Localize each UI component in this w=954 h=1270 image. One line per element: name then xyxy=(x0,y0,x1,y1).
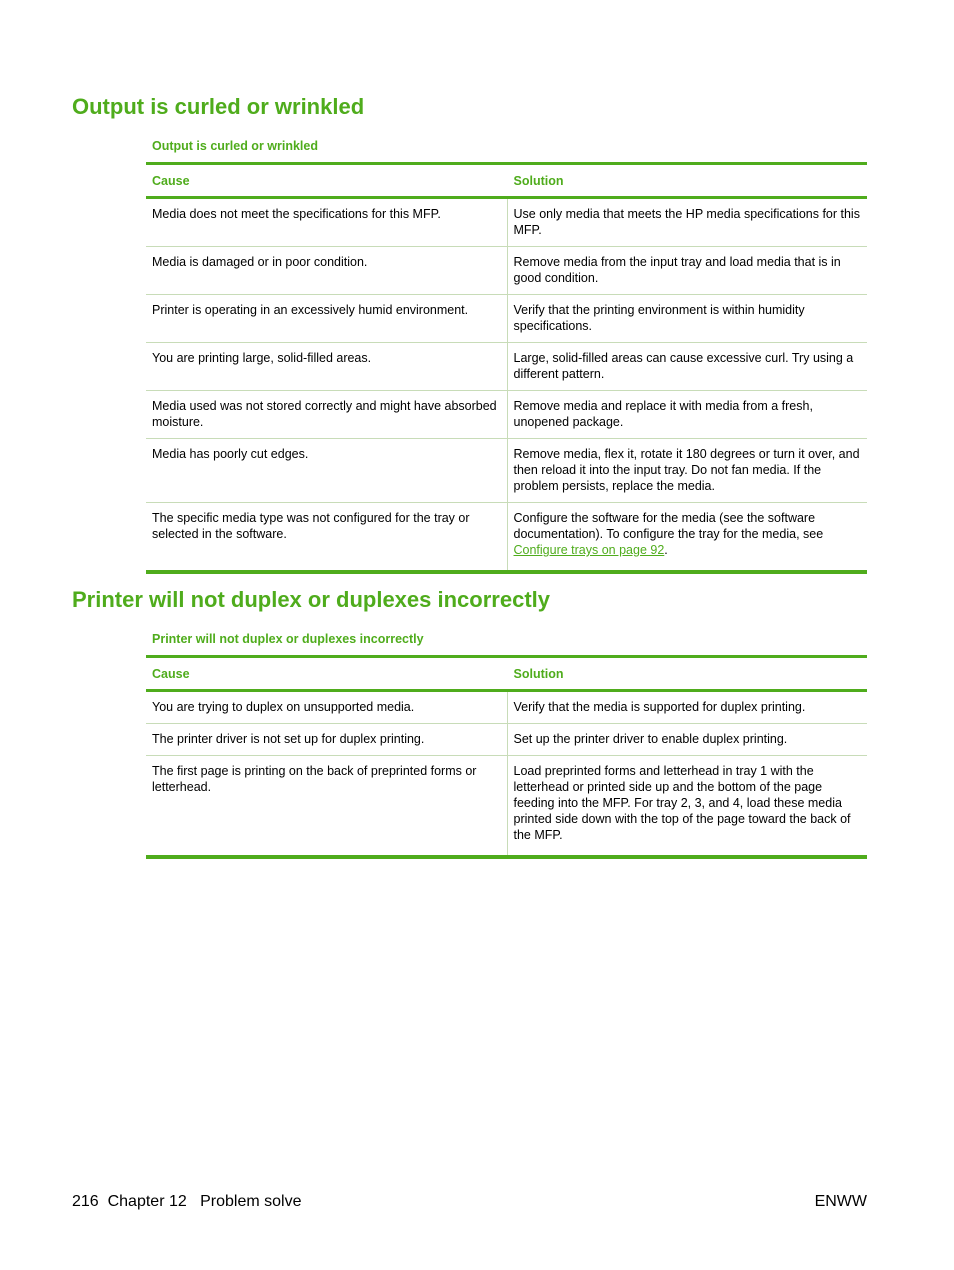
solution-cell: Load preprinted forms and letterhead in tray 1 with the letterhead or printed side up and the bottom of the page feeding into the MFP. For tray 2, 3, and 4, load these media printed side down with the top of the page toward the back of the MFP. xyxy=(507,756,867,858)
cause-cell: You are printing large, solid-filled areas. xyxy=(146,343,507,391)
configure-trays-link[interactable]: Configure trays on page 92 xyxy=(513,543,665,557)
table-row xyxy=(146,391,867,439)
table-row xyxy=(146,724,867,756)
table-caption-curled: Output is curled or wrinkled xyxy=(152,139,318,153)
cause-cell: Media used was not stored correctly and might have absorbed moisture. xyxy=(146,391,507,439)
cause-cell: The printer driver is not set up for duplex printing. xyxy=(146,724,507,756)
page-number: 216 xyxy=(72,1193,99,1210)
cause-cell: Media is damaged or in poor condition. xyxy=(146,247,507,295)
chapter-title: Problem solve xyxy=(200,1193,302,1210)
section-heading-duplex: Printer will not duplex or duplexes incorrectly xyxy=(72,587,550,612)
locale-code: ENWW xyxy=(814,1193,867,1210)
table-row xyxy=(146,691,867,724)
cause-cell: Media has poorly cut edges. xyxy=(146,439,507,503)
cause-cell: You are trying to duplex on unsupported media. xyxy=(146,691,507,724)
cause-cell: Media does not meet the specifications for this MFP. xyxy=(146,198,507,247)
solution-cell: Use only media that meets the HP media specifications for this MFP. xyxy=(513,207,860,237)
table-row xyxy=(146,343,867,391)
solution-cell: Verify that the media is supported for duplex printing. xyxy=(513,700,806,714)
table-row xyxy=(146,503,867,573)
solution-cell: Remove media, flex it, rotate it 180 degrees or turn it over, and then reload it into the input tray. Do not fan media. If the problem persists, replace the media. xyxy=(507,439,867,503)
column-header-cause: Cause xyxy=(146,164,507,198)
solution-cell: Remove media from the input tray and load media that is in good condition. xyxy=(507,247,867,295)
cause-cell: The specific media type was not configured for the tray or selected in the software. xyxy=(146,503,507,573)
section-heading-curled: Output is curled or wrinkled xyxy=(72,94,365,119)
page-footer-right xyxy=(815,1193,867,1211)
table-header-row xyxy=(146,657,867,691)
solution-text-end: . xyxy=(664,543,668,557)
chapter-label: Chapter 12 xyxy=(107,1193,187,1210)
duplex-table xyxy=(146,655,867,859)
table-row xyxy=(146,756,867,858)
column-header-solution: Solution xyxy=(507,657,867,691)
table-header-row xyxy=(146,164,867,198)
column-header-solution: Solution xyxy=(507,164,867,198)
cause-cell: Printer is operating in an excessively humid environment. xyxy=(146,295,507,343)
table-row xyxy=(146,198,867,247)
solution-cell: Remove media and replace it with media from a fresh, unopened package. xyxy=(507,391,867,439)
solution-cell xyxy=(507,503,867,573)
table-caption-duplex: Printer will not duplex or duplexes incorrectly xyxy=(152,632,424,646)
solution-text: Configure the software for the media (see the software documentation). To configure the tray for the media, see xyxy=(513,511,824,541)
page-footer-left xyxy=(72,1193,301,1211)
table-row xyxy=(146,295,867,343)
table-row xyxy=(146,247,867,295)
curled-table xyxy=(146,162,867,574)
table-row xyxy=(146,439,867,503)
solution-cell: Large, solid-filled areas can cause excessive curl. Try using a different pattern. xyxy=(507,343,867,391)
solution-cell: Verify that the printing environment is within humidity specifications. xyxy=(507,295,867,343)
column-header-cause: Cause xyxy=(146,657,507,691)
solution-cell: Set up the printer driver to enable duplex printing. xyxy=(507,724,867,756)
cause-cell: The first page is printing on the back of preprinted forms or letterhead. xyxy=(146,756,507,858)
